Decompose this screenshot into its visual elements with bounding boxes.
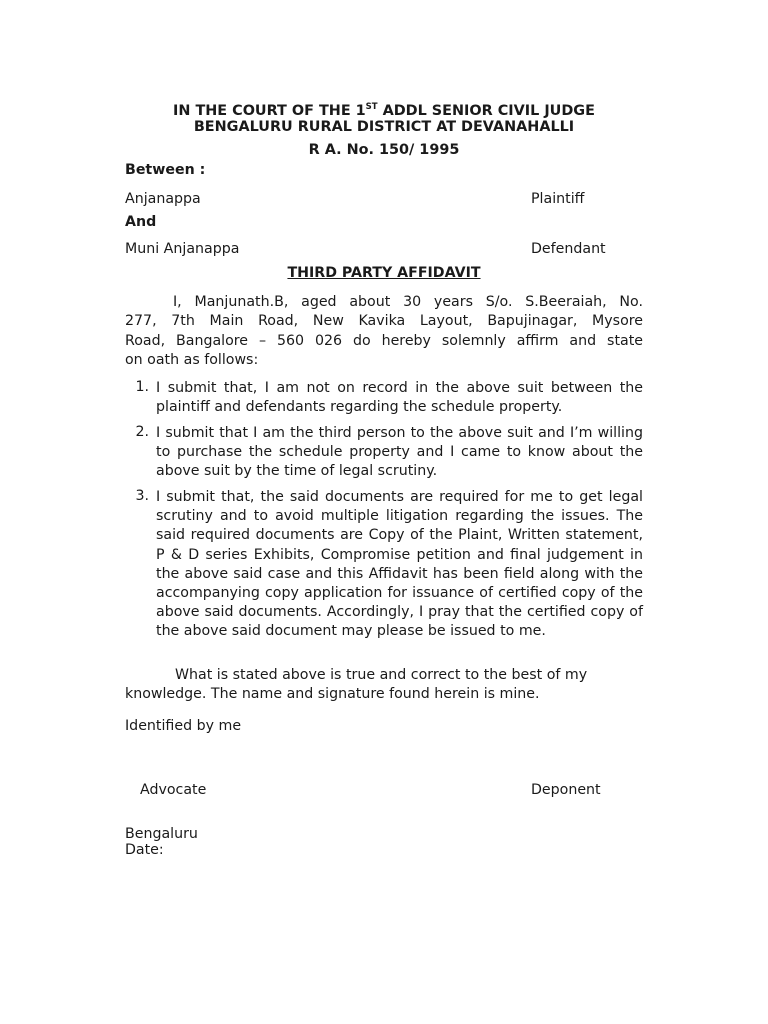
- intro-paragraph: [125, 293, 643, 370]
- place-label: Bengaluru: [125, 826, 198, 842]
- court-heading-line2: BENGALURU RURAL DISTRICT AT DEVANAHALLI: [193, 119, 575, 135]
- intro-line: 277, 7th Main Road, New Kavika Layout, Bapujinagar, Mysore: [125, 313, 643, 330]
- intro-line: on oath as follows:: [125, 351, 259, 368]
- court-heading-ordinal: ST: [365, 102, 378, 112]
- court-heading-prefix: IN THE COURT OF THE 1: [173, 103, 366, 119]
- list-item-text: I submit that, I am not on record in the above suit between the plaintiff and defendants regarding the schedule property.: [156, 380, 643, 416]
- defendant-role: Defendant: [531, 241, 606, 257]
- list-item-number: 1.: [135, 379, 149, 395]
- advocate-signature-label: Advocate: [140, 782, 207, 798]
- closing-line: What is stated above is true and correct to the best of my: [175, 667, 588, 683]
- list-item-text: I submit that I am the third person to the above suit and I’m willing to purchase the schedule property and I came to know about the above suit by the time of legal scrutiny.: [156, 425, 643, 480]
- intro-line: I, Manjunath.B, aged about 30 years S/o. S.Beeraiah, No.: [173, 294, 643, 310]
- plaintiff-name: Anjanappa: [125, 191, 201, 207]
- court-heading-suffix: ADDL SENIOR CIVIL JUDGE: [377, 103, 595, 119]
- deponent-signature-label: Deponent: [531, 782, 601, 798]
- date-label: Date:: [125, 842, 164, 858]
- between-label: Between :: [125, 162, 206, 178]
- identified-by-label: Identified by me: [125, 718, 242, 734]
- list-item-number: 2.: [135, 424, 149, 440]
- closing-paragraph: [125, 666, 643, 705]
- closing-line: knowledge. The name and signature found herein is mine.: [125, 686, 540, 703]
- list-item-number: 3.: [135, 488, 149, 504]
- and-label: And: [125, 214, 157, 230]
- affidavit-title: THIRD PARTY AFFIDAVIT: [287, 265, 481, 281]
- list-item-text: I submit that, the said documents are required for me to get legal scrutiny and to avoid multiple litigation regarding the issues. The said required documents are Copy of the Plaint, Written statement, P & D series Exhibits, Compromise petition and final judgement in the above said case and this Affidavit has been field along with the accompanying copy application for issuance of certified copy of the above said documents. Accordingly, I pray that the certified copy of the above said document may please be issued to me.: [156, 489, 643, 640]
- plaintiff-role: Plaintiff: [531, 191, 585, 207]
- intro-line: Road, Bangalore – 560 026 do hereby solemnly affirm and state: [125, 332, 643, 349]
- case-number: R A. No. 150/ 1995: [308, 142, 460, 158]
- defendant-name: Muni Anjanappa: [125, 241, 240, 257]
- court-heading-line1: [0, 103, 768, 120]
